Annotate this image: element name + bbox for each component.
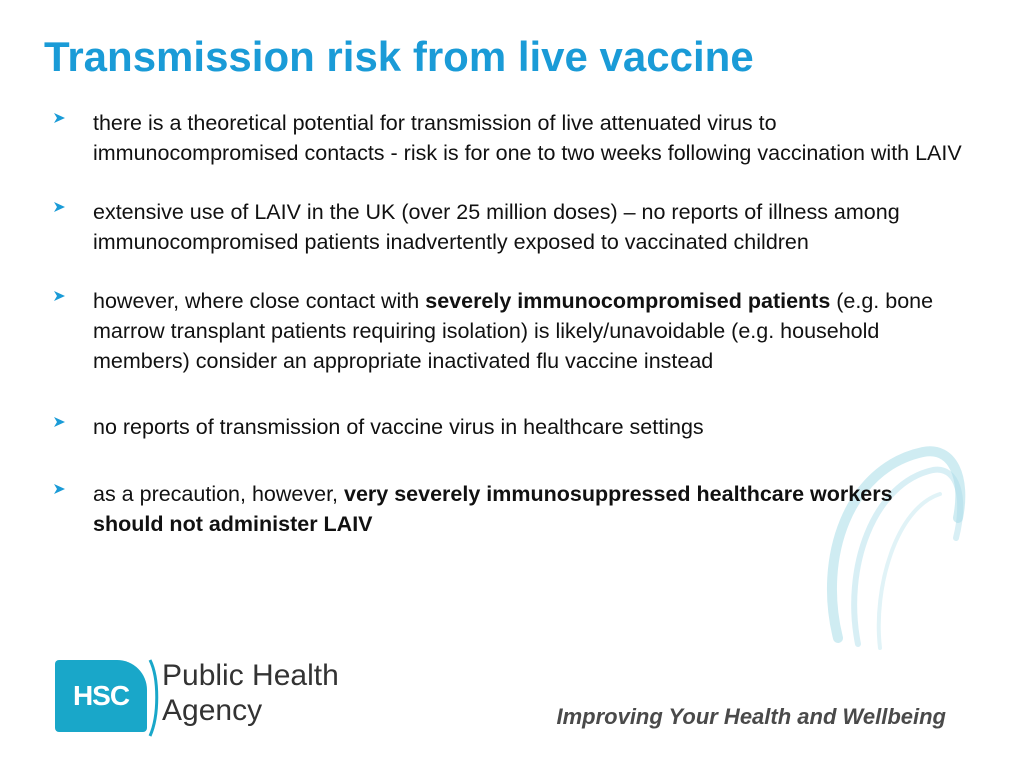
bullet-list bbox=[52, 108, 962, 539]
logo-line1: Public Health bbox=[162, 659, 339, 692]
bullet-emphasis: very severely immunosuppressed healthcare workers should not administer LAIV bbox=[93, 482, 893, 536]
bullet-emphasis: severely immunocompromised patients bbox=[425, 289, 831, 313]
arrowhead-bullet-icon bbox=[54, 416, 66, 428]
logo-line2: Agency bbox=[162, 694, 263, 727]
arrowhead-bullet-icon bbox=[54, 483, 66, 495]
bullet-item bbox=[52, 197, 962, 257]
bullet-text: no reports of transmission of vaccine virus in healthcare settings bbox=[93, 415, 704, 439]
hsc-logo-badge: HSC bbox=[55, 660, 147, 732]
hsc-logo bbox=[55, 658, 355, 738]
bullet-text: extensive use of LAIV in the UK (over 25 million doses) – no reports of illness among immunocompromised patients inadvertently exposed to vaccinated children bbox=[93, 200, 900, 254]
bullet-item bbox=[52, 412, 962, 442]
bullet-text: as a precaution, however, bbox=[93, 482, 344, 506]
arrowhead-bullet-icon bbox=[54, 201, 66, 213]
slide-title: Transmission risk from live vaccine bbox=[44, 33, 754, 80]
bullet-text: however, where close contact with bbox=[93, 289, 426, 313]
arrowhead-bullet-icon bbox=[54, 290, 66, 302]
logo-text bbox=[162, 658, 339, 728]
arrowhead-bullet-icon bbox=[54, 112, 66, 124]
bullet-text: there is a theoretical potential for transmission of live attenuated virus to immunocompromised contacts - risk is for one to two weeks following vaccination with LAIV bbox=[93, 111, 962, 165]
bullet-item bbox=[52, 108, 962, 168]
bullet-item bbox=[52, 479, 962, 539]
bullet-text: (e.g. bone marrow transplant patients requiring isolation) is likely/unavoidable (e.g. household members) consider an appropriate inactivated flu vaccine instead bbox=[93, 289, 934, 373]
logo-separator-icon bbox=[147, 658, 161, 738]
footer-tagline: Improving Your Health and Wellbeing bbox=[556, 704, 946, 729]
bullet-item bbox=[52, 286, 962, 376]
